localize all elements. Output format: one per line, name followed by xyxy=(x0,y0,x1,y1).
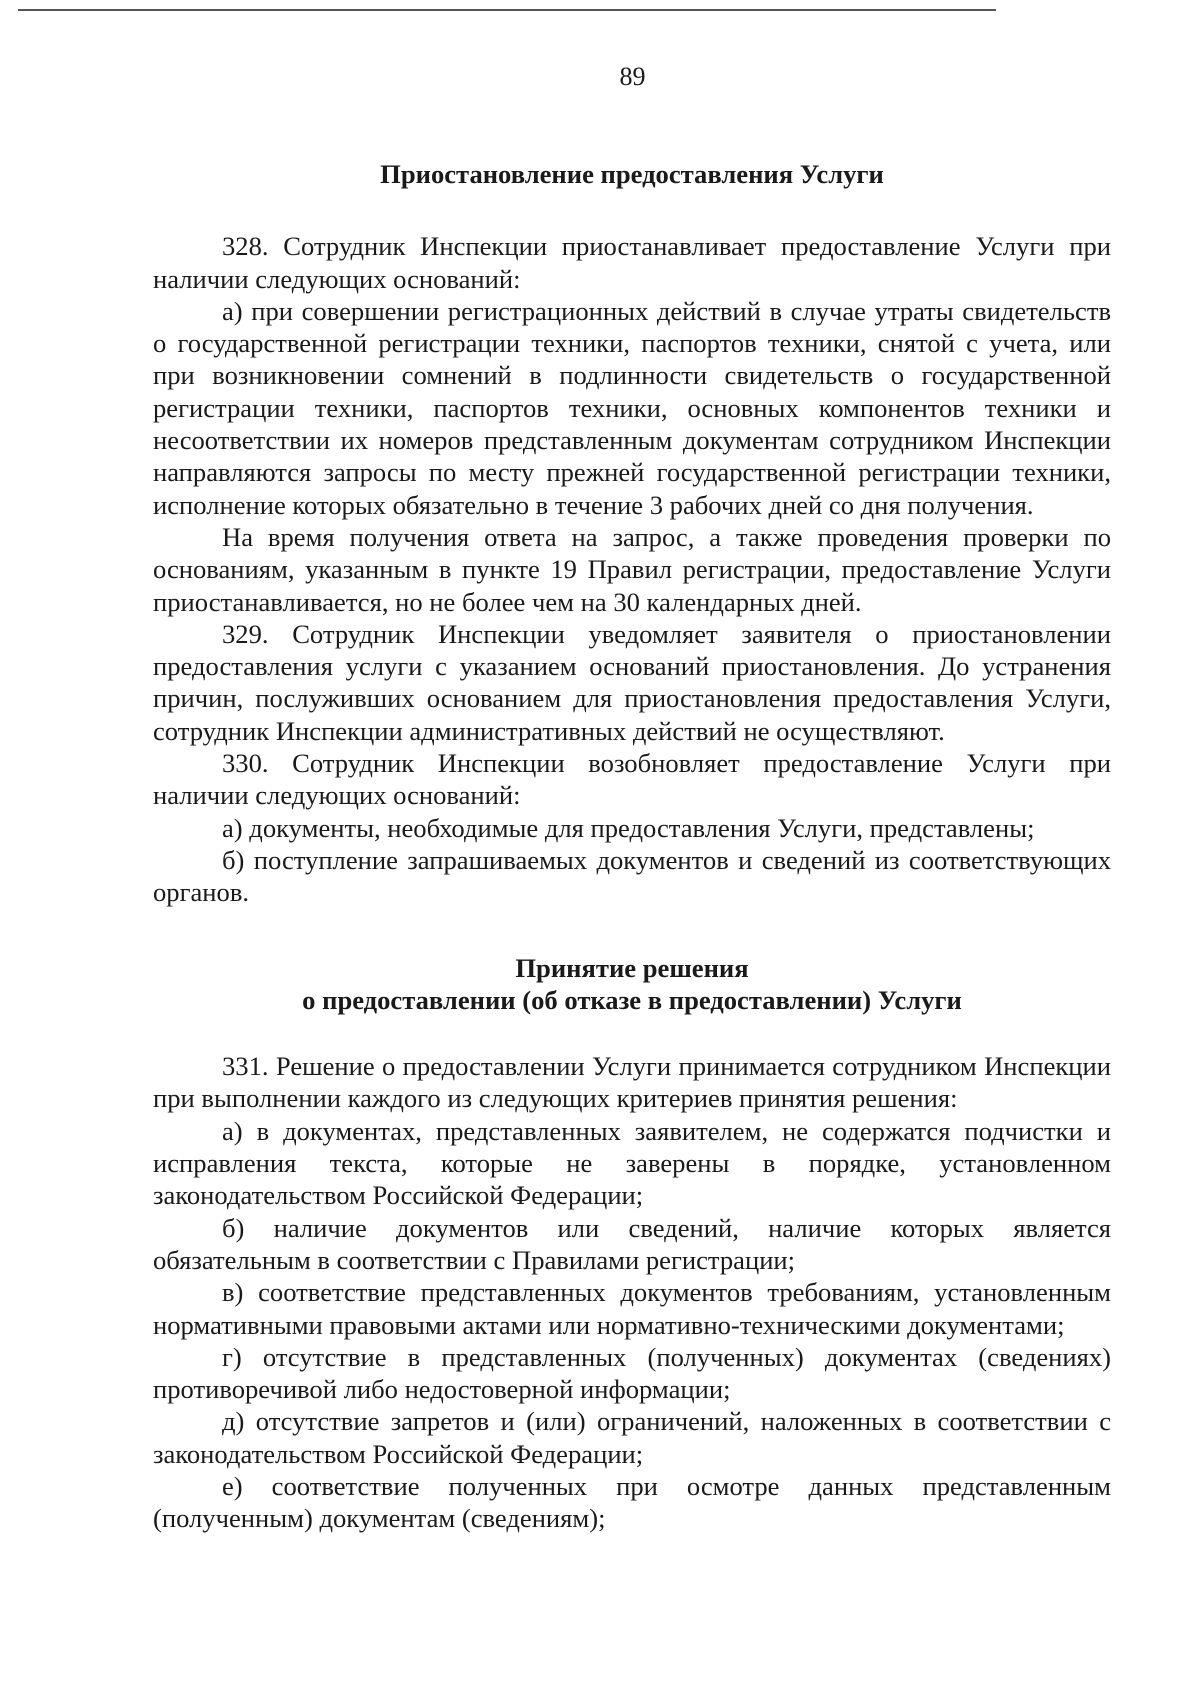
paragraph-331-g: г) отсутствие в представленных (полученных) документах (сведениях) противоречивой либо недостоверной информации; xyxy=(153,1341,1111,1405)
paragraph-328-a: а) при совершении регистрационных действий в случае утраты свидетельств о государственной регистрации техники, паспортов техники, снятой с учета, или при возникновении сомнений в подлинности свидетельств о государственной регистрации техники, паспортов техники, основных компонентов техники и несоответствии их номеров представленным документам сотрудником Инспекции направляются запросы по месту прежней государственной регистрации техники, исполнение которых обязательно в течение 3 рабочих дней со дня получения. xyxy=(153,295,1111,520)
paragraph-330-a: а) документы, необходимые для предоставления Услуги, представлены; xyxy=(222,812,1035,843)
page-number: 89 xyxy=(619,62,646,91)
section-heading-decision xyxy=(153,952,1111,1017)
paragraph-330-b: б) поступление запрашиваемых документов и сведений из соответствующих органов. xyxy=(153,844,1111,908)
paragraph-328: 328. Сотрудник Инспекции приостанавливает предоставление Услуги при наличии следующих оснований: xyxy=(153,231,1111,294)
paragraph-329: 329. Сотрудник Инспекции уведомляет заявителя о приостановлении предоставления услуги с указанием оснований приостановления. До устранения причин, послуживших основанием для приостановления предоставления Услуги, сотрудник Инспекции административных действий не осуществляют. xyxy=(153,618,1111,746)
paragraph-330: 330. Сотрудник Инспекции возобновляет предоставление Услуги при наличии следующих оснований: xyxy=(153,748,1111,811)
paragraph-331-d: д) отсутствие запретов и (или) ограничений, наложенных в соответствии с законодательством Российской Федерации; xyxy=(153,1406,1111,1469)
paragraph-328-note: На время получения ответа на запрос, а также проведения проверки по основаниям, указанным в пункте 19 Правил регистрации, предоставление Услуги приостанавливается, но не более чем на 30 календарных дней. xyxy=(153,521,1111,617)
top-scan-line xyxy=(18,9,996,11)
paragraph-331-b: б) наличие документов или сведений, наличие которых является обязательным в соответствии с Правилами регистрации; xyxy=(153,1212,1111,1275)
paragraph-331: 331. Решение о предоставлении Услуги принимается сотрудником Инспекции при выполнении каждого из следующих критериев принятия решения: xyxy=(153,1051,1111,1114)
section-heading-decision-line1: Принятие решения xyxy=(515,952,749,983)
paragraph-331-v: в) соответствие представленных документов требованиям, установленным нормативными правовыми актами или нормативно-техническими документами; xyxy=(153,1277,1111,1340)
document-body xyxy=(153,158,1111,1535)
section-heading-suspension: Приостановление предоставления Услуги xyxy=(380,159,884,189)
paragraph-331-e: е) соответствие полученных при осмотре данных представленным (полученным) документам (сведениям); xyxy=(153,1470,1111,1534)
section-heading-decision-line2: о предоставлении (об отказе в предоставлении) Услуги xyxy=(302,984,962,1015)
paragraph-331-a: а) в документах, представленных заявителем, не содержатся подчистки и исправления текста, которые не заверены в порядке, установленном законодательством Российской Федерации; xyxy=(153,1115,1111,1211)
